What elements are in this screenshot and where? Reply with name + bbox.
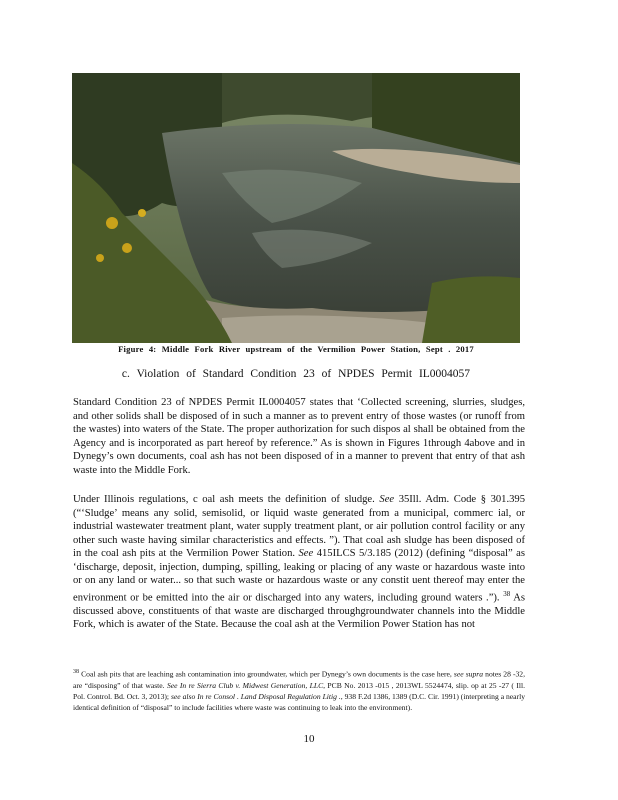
footnote-case-sierra-club: See In re Sierra Club v. Midwest Generation, LLC [166, 680, 324, 690]
paragraph-illinois-regulations [73, 493, 525, 632]
footnote-reference: 38 [503, 589, 511, 598]
footnote-text-a: Coal ash pits that are leaching ash contamination into groundwater, which per Dynegy’s own documents is the case here, [81, 669, 452, 679]
footnote-case-consol-land: see also In re Consol . Land Disposal Regulation Litig . [170, 691, 341, 701]
footnote-38 [73, 667, 525, 713]
p2-signal-see-2: See [298, 548, 314, 559]
p2-text-d: As discussed above, constituents of that waste are discharged throughgroundwater channels into the Middle Fork, which is awater of the State. Because the coal ash at the Vermilion Power Station has not [73, 592, 525, 631]
p2-text-c: 415ILCS 5/3.185 (2012) (defining “disposal” as ‘discharge, deposit, injection, dumping, spilling, leaking or placing of any waste or hazardous waste into or on any land or water... so that such waste or hazardous waste or any constit uent thereof may enter the environment or be emitted into the air or discharged into any waters, including ground waters .”). [73, 548, 526, 604]
footnote-see-supra: see supra [453, 669, 484, 679]
footnote-number: 38 [73, 669, 79, 675]
footnote-text-c: , PCB No. 2013 -015 , 2013WL 5524474, slip. op at 25 -27 ( Ill. Pol. Control. Bd. Oct. 3, 2013); [73, 680, 525, 701]
footnote-text-d: , 938 F.2d 1386, 1389 (D.C. Cir. 1991) (interpreting a nearly identical definition of “disposal” to include facilities where waste was continuing to leak into the environment). [73, 691, 525, 713]
figure-photo-river [72, 73, 520, 343]
footnote-text-b: notes 28 -32, are “disposing” of that waste. [73, 669, 525, 690]
p2-signal-see: See [379, 494, 395, 505]
page-number: 10 [303, 733, 315, 745]
river-photo-image [72, 73, 520, 343]
p2-text-a: Under Illinois regulations, c oal ash meets the definition of sludge. [73, 494, 375, 505]
section-heading: c. Violation of Standard Condition 23 of NPDES Permit IL0004057 [121, 368, 471, 380]
paragraph-standard-condition: Standard Condition 23 of NPDES Permit IL0004057 states that ‘Collected screening, slurries, sludges, and other solids shall be disposed of in such a manner as to prevent entry of those wastes (or runoff from the wastes) into waters of the State. The proper authorization for such dispos al shall be obtained from the Agency and is incorporated as part hereof by reference.” As is shown in Figures 1through 4above and in Dynegy’s own documents, coal ash has not been disposed of in a manner to prevent that entry of that ash waste into the Middle Fork. [73, 397, 525, 476]
p2-text-b: 35Ill. Adm. Code § 301.395 (“‘Sludge’ means any solid, semisolid, or liquid waste generated from a municipal, commerc ial, or industrial wastewater treatment plant, water supply treatment plant, or air pollution control facility or any other such waste having similar characteristics and effects. ”). That coal ash sludge has been disposed of in the coal ash pits at the Vermilion Power Station. [73, 494, 526, 559]
figure-caption: Figure 4: Middle Fork River upstream of the Vermilion Power Station, Sept . 2017 [118, 344, 474, 354]
